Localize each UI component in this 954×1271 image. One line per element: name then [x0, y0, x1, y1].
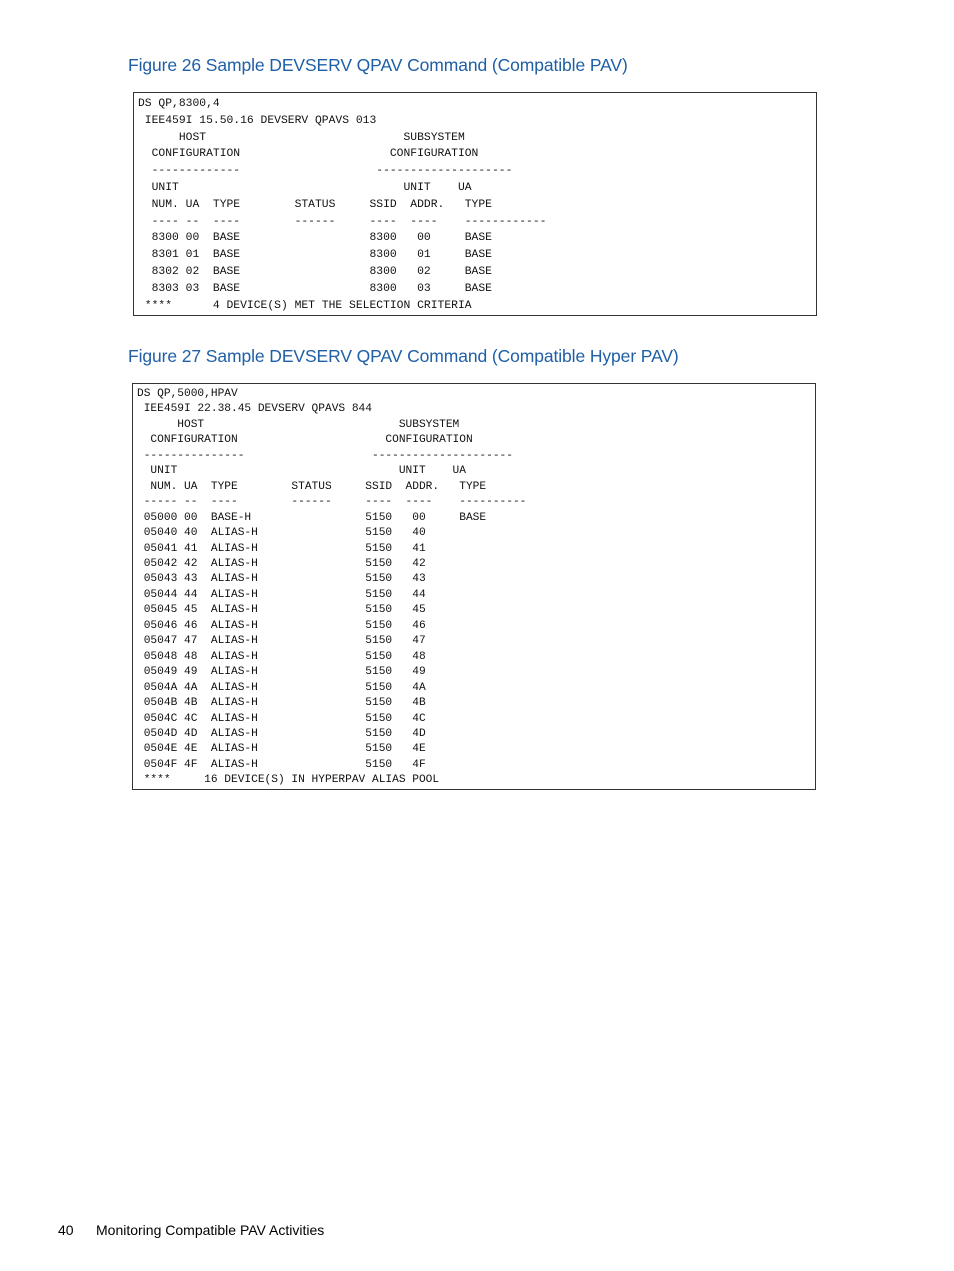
figure-26-caption: Figure 26 Sample DEVSERV QPAV Command (Compatible PAV): [128, 55, 628, 75]
page-footer: [58, 1222, 324, 1238]
footer-section-title: Monitoring Compatible PAV Activities: [96, 1222, 325, 1238]
figure-27-console-output: [132, 383, 816, 790]
console-text: DS QP,8300,4 IEE459I 15.50.16 DEVSERV QPAVS 013 HOST SUBSYSTEM CONFIGURATION CONFIGURATION ------------- -------------------- UNIT UNIT UA NUM. UA TYPE STATUS SSID ADDR. TYPE ---- -- ---- ------ ---- ---- ------------ 8300 00 BASE 8300 00 BASE 8301 01 BASE 8300 01 BASE 8302 02 BASE 8300 02 BASE 8303 03 BASE 8300 03 BASE **** 4 DEVICE(S) MET THE SELECTION CRITERIA: [138, 98, 547, 312]
figure-27-caption: Figure 27 Sample DEVSERV QPAV Command (Compatible Hyper PAV): [128, 346, 679, 366]
console-text: DS QP,5000,HPAV IEE459I 22.38.45 DEVSERV QPAVS 844 HOST SUBSYSTEM CONFIGURATION CONFIGURATION --------------- --------------------- UNIT UNIT UA NUM. UA TYPE STATUS SSID ADDR. TYPE ----- -- ---- ------ ---- ---- ---------- 05000 00 BASE-H 5150 00 BASE 05040 40 ALIAS-H 5150 40 05041 41 ALIAS-H 5150 41 05042 42 ALIAS-H 5150 42 05043 43 ALIAS-H 5150 43 05044 44 ALIAS-H 5150 44 05045 45 ALIAS-H 5150 45 05046 46 ALIAS-H 5150 46 05047 47 ALIAS-H 5150 47 05048 48 ALIAS-H 5150 48 05049 49 ALIAS-H 5150 49 0504A 4A ALIAS-H 5150 4A 0504B 4B ALIAS-H 5150 4B 0504C 4C ALIAS-H 5150 4C 0504D 4D ALIAS-H 5150 4D 0504E 4E ALIAS-H 5150 4E 0504F 4F ALIAS-H 5150 4F **** 16 DEVICE(S) IN HYPERPAV ALIAS POOL: [137, 388, 527, 787]
figure-26-console-output: [133, 92, 817, 316]
page-number: 40: [58, 1222, 74, 1238]
